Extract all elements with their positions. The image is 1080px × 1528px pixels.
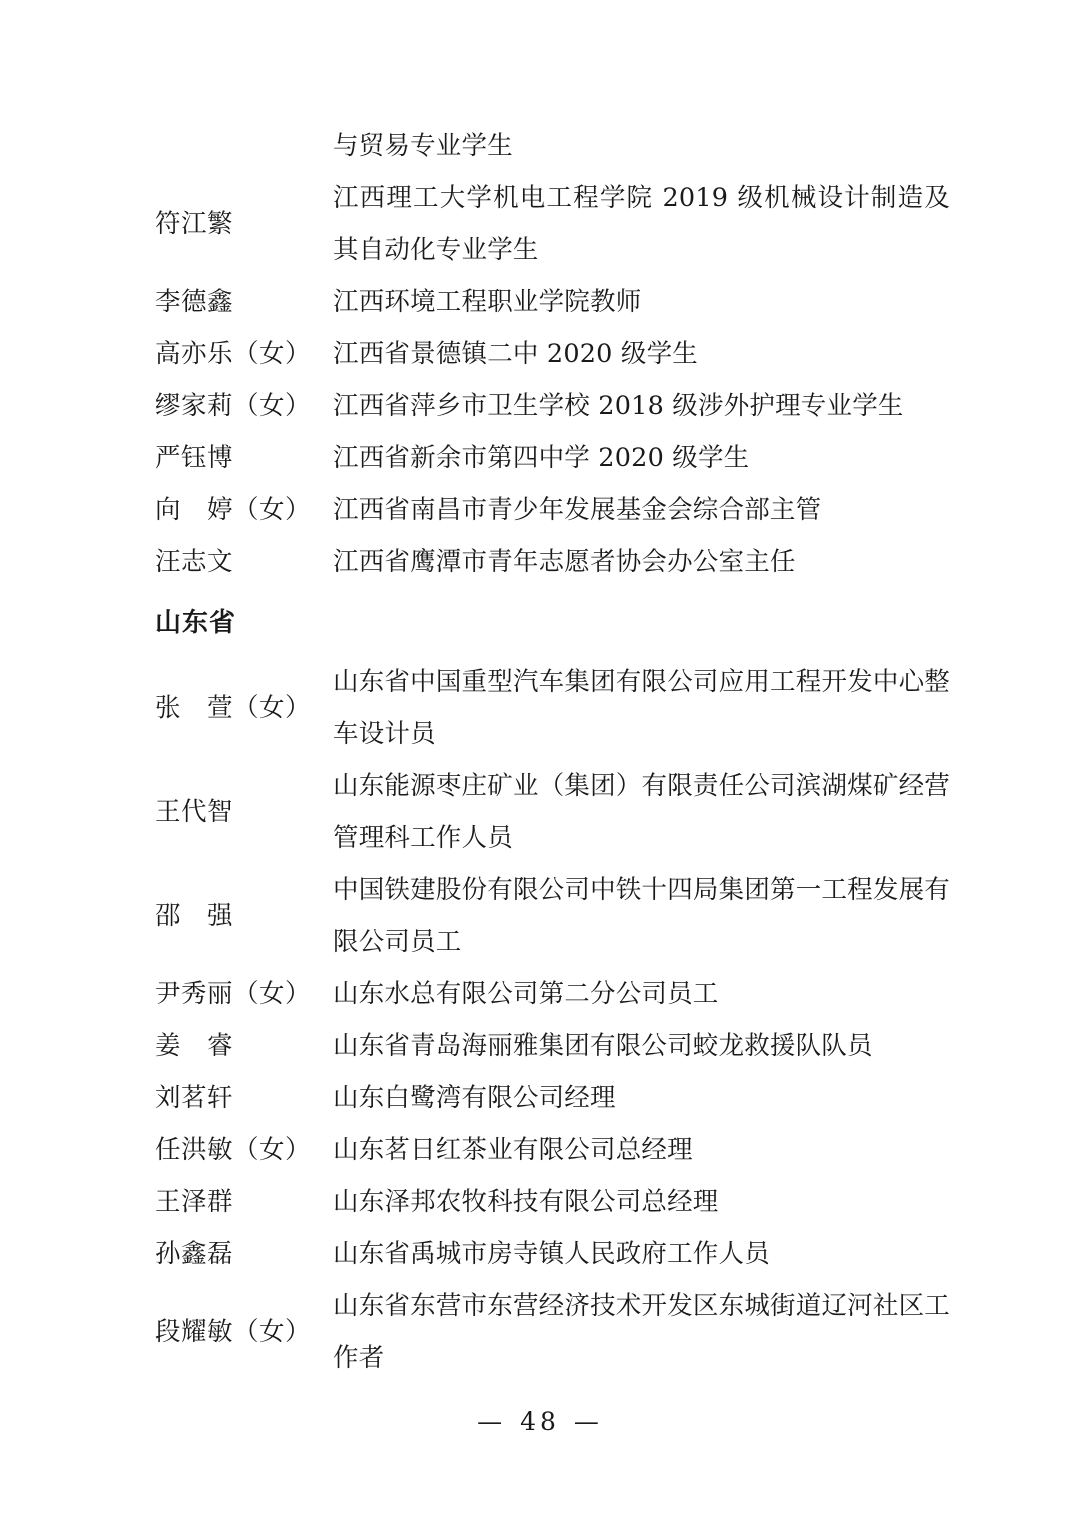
table-row bbox=[155, 536, 950, 588]
continued-entry-row bbox=[155, 120, 950, 172]
entry-description: 中国铁建股份有限公司中铁十四局集团第一工程发展有限公司员工 bbox=[333, 875, 950, 957]
entry-name: 王泽群 bbox=[155, 1187, 234, 1217]
entry-name: 刘茗轩 bbox=[155, 1083, 234, 1113]
table-row bbox=[155, 968, 950, 1020]
table-row bbox=[155, 864, 950, 968]
table-row bbox=[155, 432, 950, 484]
entry-description: 山东能源枣庄矿业（集团）有限责任公司滨湖煤矿经营管理科工作人员 bbox=[333, 771, 950, 853]
page-footer bbox=[0, 1407, 1080, 1436]
entry-description: 与贸易专业学生 bbox=[333, 131, 513, 161]
footer-dash-right: — bbox=[573, 1407, 603, 1436]
entry-name: 邵 强 bbox=[155, 901, 234, 931]
entry-name: 符江繁 bbox=[155, 209, 234, 239]
table-row bbox=[155, 380, 950, 432]
table-row bbox=[155, 1280, 950, 1384]
entry-name: 尹秀丽（女） bbox=[155, 979, 312, 1009]
table-row bbox=[155, 1020, 950, 1072]
section-heading-shandong: 山东省 bbox=[155, 608, 237, 638]
entry-name: 汪志文 bbox=[155, 547, 234, 577]
entry-description: 山东省禹城市房寺镇人民政府工作人员 bbox=[333, 1239, 770, 1269]
entry-description: 江西省鹰潭市青年志愿者协会办公室主任 bbox=[333, 547, 796, 577]
table-row bbox=[155, 484, 950, 536]
entry-description: 山东白鹭湾有限公司经理 bbox=[333, 1083, 616, 1113]
footer-dash-left: — bbox=[477, 1407, 507, 1436]
entry-description: 山东省中国重型汽车集团有限公司应用工程开发中心整车设计员 bbox=[333, 667, 950, 749]
entry-name: 孙鑫磊 bbox=[155, 1239, 234, 1269]
entry-description: 江西省新余市第四中学 2020 级学生 bbox=[333, 443, 750, 473]
entry-description: 江西省萍乡市卫生学校 2018 级涉外护理专业学生 bbox=[333, 391, 904, 421]
entry-name: 严钰博 bbox=[155, 443, 234, 473]
entry-description: 江西省南昌市青少年发展基金会综合部主管 bbox=[333, 495, 822, 525]
table-row bbox=[155, 760, 950, 864]
table-row bbox=[155, 1228, 950, 1280]
table-row bbox=[155, 656, 950, 760]
section-shandong bbox=[155, 656, 950, 1384]
entry-name: 向 婷（女） bbox=[155, 495, 312, 525]
table-row bbox=[155, 1072, 950, 1124]
entry-name: 张 萱（女） bbox=[155, 693, 312, 723]
entry-name: 王代智 bbox=[155, 797, 234, 827]
table-row bbox=[155, 1124, 950, 1176]
entry-description: 江西理工大学机电工程学院 2019 级机械设计制造及其自动化专业学生 bbox=[333, 183, 950, 265]
table-row bbox=[155, 276, 950, 328]
entry-description: 山东省青岛海丽雅集团有限公司蛟龙救援队队员 bbox=[333, 1031, 873, 1061]
entry-name: 高亦乐（女） bbox=[155, 339, 312, 369]
section-jiangxi bbox=[155, 172, 950, 588]
table-row bbox=[155, 1176, 950, 1228]
entry-description: 山东茗日红茶业有限公司总经理 bbox=[333, 1135, 693, 1165]
entry-name: 李德鑫 bbox=[155, 287, 234, 317]
entry-description: 山东水总有限公司第二分公司员工 bbox=[333, 979, 719, 1009]
entry-description: 江西环境工程职业学院教师 bbox=[333, 287, 642, 317]
entry-description: 山东泽邦农牧科技有限公司总经理 bbox=[333, 1187, 719, 1217]
entry-description: 山东省东营市东营经济技术开发区东城街道辽河社区工作者 bbox=[333, 1291, 950, 1373]
table-row bbox=[155, 172, 950, 276]
entry-name: 任洪敏（女） bbox=[155, 1135, 312, 1165]
entry-description: 江西省景德镇二中 2020 级学生 bbox=[333, 339, 699, 369]
entry-name: 缪家莉（女） bbox=[155, 391, 312, 421]
table-row bbox=[155, 328, 950, 380]
page-number: 48 bbox=[520, 1407, 560, 1436]
entry-name: 段耀敏（女） bbox=[155, 1317, 312, 1347]
entry-name: 姜 睿 bbox=[155, 1031, 234, 1061]
